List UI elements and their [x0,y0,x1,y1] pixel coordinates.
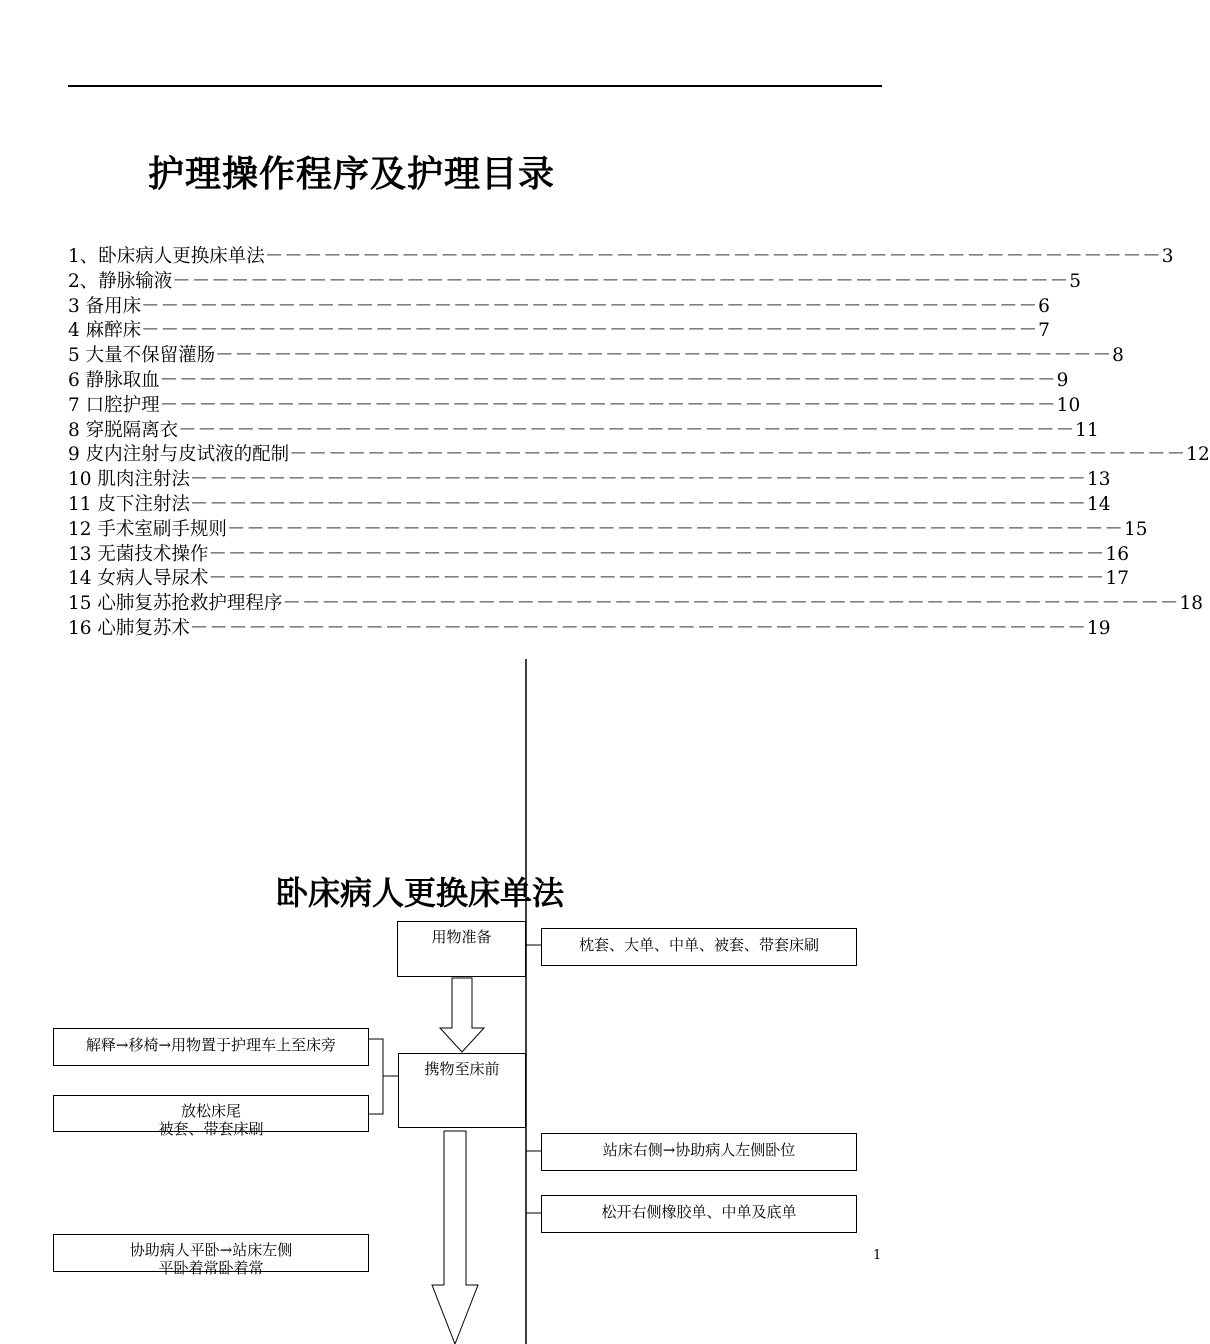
box-stand-right [541,1133,857,1171]
down-arrow-small [440,978,484,1052]
toc-entry-label: 5 大量不保留灌肠 [68,345,216,367]
toc-leader-dashes: －－－－－－－－－－－－－－－－－－－－－－－－－－－－－－－－－－－－－－－－－－－－－－ [208,568,1106,590]
box-items-list-label: 枕套、大单、中单、被套、带套床刷 [578,936,819,954]
toc-entry [68,394,1081,419]
toc-entry-page: 14 [1086,493,1111,515]
toc-leader-dashes: －－－－－－－－－－－－－－－－－－－－－－－－－－－－－－－－－－－－－－－－－－－－－－ [215,345,1113,367]
toc-leader-dashes: －－－－－－－－－－－－－－－－－－－－－－－－－－－－－－－－－－－－－－－－－－－－－－ [189,493,1087,515]
toc-entry-page: 5 [1069,270,1082,292]
toc-entry [68,518,1148,543]
box-loosen [541,1195,857,1233]
bracket-left [369,1039,383,1114]
box-supine [53,1234,369,1277]
toc-entry-label: 6 静脉取血 [68,369,160,391]
toc-entry [68,344,1124,369]
toc-entry [68,567,1129,592]
box-to-bed-label: 携物至床前 [424,1060,500,1078]
toc-leader-dashes: －－－－－－－－－－－－－－－－－－－－－－－－－－－－－－－－－－－－－－－－－－－－－－ [178,419,1076,441]
toc-leader-dashes: －－－－－－－－－－－－－－－－－－－－－－－－－－－－－－－－－－－－－－－－－－－－－－ [226,518,1124,540]
toc-entry-label: 12 手术室刷手规则 [68,518,227,540]
toc-leader-dashes: －－－－－－－－－－－－－－－－－－－－－－－－－－－－－－－－－－－－－－－－－－－－－－ [159,369,1057,391]
toc-leader-dashes: －－－－－－－－－－－－－－－－－－－－－－－－－－－－－－－－－－－－－－－－－－－－－－ [189,469,1087,491]
box-stand-right-label: 站床右侧→协助病人左侧卧位 [602,1141,796,1159]
toc-entry-page: 19 [1086,617,1111,639]
box-loosen-label: 松开右侧橡胶单、中单及底单 [601,1203,797,1221]
page-number: 1 [873,1248,882,1263]
toc-leader-dashes: －－－－－－－－－－－－－－－－－－－－－－－－－－－－－－－－－－－－－－－－－－－－－－ [282,593,1180,615]
box-explain [53,1028,369,1066]
toc-entry-label: 9 皮内注射与皮试液的配制 [68,444,290,466]
toc-entry-label: 2、静脉输液 [68,270,173,292]
toc-entry [68,295,1050,320]
toc-entry-page: 11 [1075,419,1099,441]
down-arrow-large [432,1131,478,1344]
toc-leader-dashes: －－－－－－－－－－－－－－－－－－－－－－－－－－－－－－－－－－－－－－－－－－－－－－ [159,394,1057,416]
toc-entry [68,468,1111,493]
page-title: 护理操作程序及护理目录 [148,154,556,195]
toc-entry-page: 10 [1056,394,1081,416]
toc-entry-label: 1、卧床病人更换床单法 [68,246,265,267]
toc-entry [68,319,1050,344]
toc-entry-page: 7 [1038,320,1050,342]
toc-entry-label: 13 无菌技术操作 [68,543,209,565]
toc-entry-label: 7 口腔护理 [68,394,160,416]
box-supine-cut: 平卧着常卧着常 [158,1259,264,1277]
toc-entry [68,617,1111,642]
toc-entry-label: 10 肌肉注射法 [68,469,190,491]
toc-entry [68,419,1099,444]
box-loosen-tail [53,1095,369,1138]
box-loosen-tail-label: 放松床尾 [180,1102,241,1120]
toc-entry [68,493,1111,518]
toc-entry-page: 12 [1186,444,1210,466]
box-explain-label: 解释→移椅→用物置于护理车上至床旁 [85,1036,337,1054]
toc-entry-page: 16 [1105,543,1129,565]
toc-entry [68,369,1069,394]
box-prepare-label: 用物准备 [431,928,492,946]
box-to-bed [398,1053,526,1128]
toc-entry-page: 15 [1123,518,1148,540]
toc-entry [68,543,1129,568]
toc-entry-label: 8 穿脱隔离衣 [68,419,179,441]
box-items-list [541,928,857,966]
toc-entry-label: 14 女病人导尿术 [68,568,209,590]
toc-leader-dashes: －－－－－－－－－－－－－－－－－－－－－－－－－－－－－－－－－－－－－－－－－－－－－－ [189,617,1087,639]
toc-entry [68,592,1203,617]
toc-entry [68,270,1082,295]
toc-entry [68,245,1174,270]
header-rule [68,85,882,87]
box-loosen-tail-cut: 被套、带套床刷 [158,1120,264,1138]
toc-leader-dashes: －－－－－－－－－－－－－－－－－－－－－－－－－－－－－－－－－－－－－－－－－－－－－－ [141,320,1039,342]
toc-entry-page: 9 [1056,369,1069,391]
toc-entry-page: 17 [1105,568,1129,590]
toc-entry-page: 18 [1179,593,1203,615]
toc-leader-dashes: －－－－－－－－－－－－－－－－－－－－－－－－－－－－－－－－－－－－－－－－－－－－－－ [208,543,1106,565]
toc-entry-page: 13 [1086,469,1111,491]
toc-entry [68,443,1210,468]
toc-entry-label: 16 心肺复苏术 [68,617,190,639]
toc-leader-dashes: －－－－－－－－－－－－－－－－－－－－－－－－－－－－－－－－－－－－－－－－－－－－－－ [289,444,1187,466]
toc-entry-label: 15 心肺复苏抢救护理程序 [68,593,283,615]
toc-leader-dashes: －－－－－－－－－－－－－－－－－－－－－－－－－－－－－－－－－－－－－－－－－－－－－－ [172,270,1070,292]
toc-entry-label: 11 皮下注射法 [68,493,190,515]
box-prepare [397,921,526,977]
toc-entry-page: 3 [1161,246,1174,267]
toc-entry-page: 6 [1038,295,1050,317]
toc-leader-dashes: －－－－－－－－－－－－－－－－－－－－－－－－－－－－－－－－－－－－－－－－－－－－－－ [141,295,1039,317]
table-of-contents [68,245,1210,642]
toc-entry-label: 3 备用床 [68,295,142,317]
toc-entry-label: 4 麻醉床 [68,320,142,342]
toc-leader-dashes: －－－－－－－－－－－－－－－－－－－－－－－－－－－－－－－－－－－－－－－－－－－－－－ [264,246,1162,267]
box-supine-label: 协助病人平卧→站床左侧 [129,1241,293,1259]
toc-entry-page: 8 [1112,345,1124,367]
flowchart-heading: 卧床病人更换床单法 [276,874,565,912]
